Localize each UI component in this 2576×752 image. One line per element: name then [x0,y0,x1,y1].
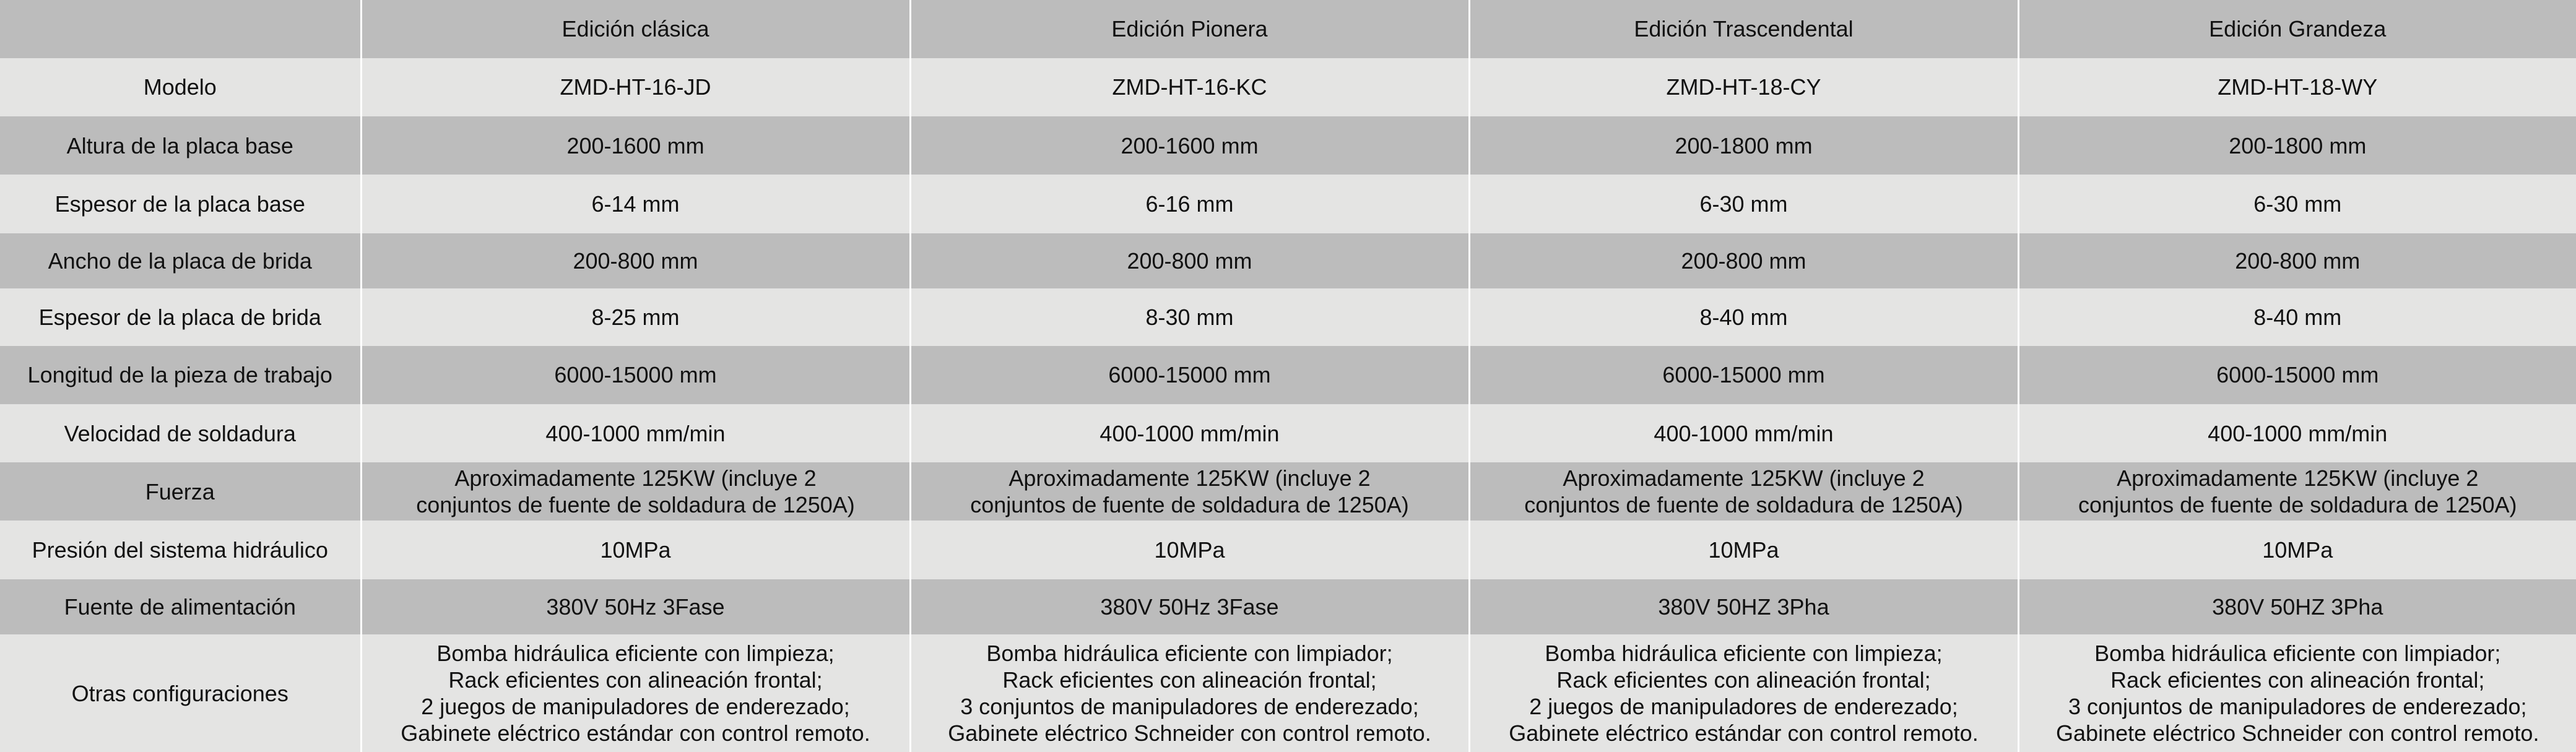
table-row-velocidad-soldadura [0,404,2576,463]
table-cell: 6-14 mm [361,175,910,233]
header-row [0,0,2576,58]
table-cell: 380V 50Hz 3Fase [361,579,910,635]
table-cell: ZMD-HT-18-WY [2018,58,2576,117]
table-cell: 6000-15000 mm [2018,346,2576,404]
table-cell [2018,462,2576,521]
table-row-fuente-alimentacion [0,579,2576,635]
table-cell: ZMD-HT-18-CY [1469,58,2018,117]
row-label: Velocidad de soldadura [0,404,361,463]
row-label: Longitud de la pieza de trabajo [0,346,361,404]
cell-line: Bomba hidráulica eficiente con limpiador; [2094,640,2501,666]
row-label: Otras configuraciones [0,634,361,752]
table-row-modelo [0,58,2576,117]
table-cell [361,634,910,752]
cell-line: Bomba hidráulica eficiente con limpiador; [986,640,1393,666]
row-label: Espesor de la placa base [0,175,361,233]
table-row-espesor-placa-brida [0,288,2576,346]
table-cell: 200-800 mm [361,233,910,289]
table-cell: 400-1000 mm/min [1469,404,2018,463]
table-cell [910,634,1469,752]
table-cell [361,462,910,521]
row-label: Ancho de la placa de brida [0,233,361,289]
cell-line: Gabinete eléctrico Schneider con control remoto. [2056,720,2539,746]
row-label: Presión del sistema hidráulico [0,521,361,579]
header-edition-grandeza: Edición Grandeza [2018,0,2576,58]
table-cell [1469,462,2018,521]
table-cell: 380V 50Hz 3Fase [910,579,1469,635]
table-cell: 10MPa [2018,521,2576,579]
header-corner-cell [0,0,361,58]
cell-line: Rack eficientes con alineación frontal; [1002,667,1377,693]
cell-line: Gabinete eléctrico estándar con control remoto. [1509,720,1979,746]
table-cell: 8-30 mm [910,288,1469,346]
table-cell: 6000-15000 mm [361,346,910,404]
row-label: Espesor de la placa de brida [0,288,361,346]
table-cell: 6000-15000 mm [1469,346,2018,404]
cell-line: Aproximadamente 125KW (incluye 2 [1563,465,1925,491]
table-cell: 10MPa [361,521,910,579]
table-cell: 8-25 mm [361,288,910,346]
cell-line: 3 conjuntos de manipuladores de enderezado; [2068,694,2527,720]
table-cell: 6000-15000 mm [910,346,1469,404]
cell-line: Rack eficientes con alineación frontal; [448,667,823,693]
cell-line: 2 juegos de manipuladores de enderezado; [1529,694,1958,720]
table-cell: 200-1800 mm [1469,116,2018,175]
cell-line: 2 juegos de manipuladores de enderezado; [421,694,850,720]
cell-line: Rack eficientes con alineación frontal; [2110,667,2485,693]
table-row-ancho-placa-brida [0,233,2576,289]
cell-line: Aproximadamente 125KW (incluye 2 [1008,465,1371,491]
table-cell: 400-1000 mm/min [2018,404,2576,463]
table-row-longitud-pieza [0,346,2576,404]
table-cell [910,462,1469,521]
table-cell [1469,634,2018,752]
cell-line: conjuntos de fuente de soldadura de 1250A) [416,492,855,518]
cell-line: Aproximadamente 125KW (incluye 2 [454,465,817,491]
cell-line: Rack eficientes con alineación frontal; [1556,667,1931,693]
header-edition-clasica: Edición clásica [361,0,910,58]
table-row-fuerza [0,462,2576,521]
table-cell: 200-1600 mm [361,116,910,175]
table-row-espesor-placa-base [0,175,2576,233]
cell-line: Gabinete eléctrico estándar con control remoto. [401,720,870,746]
table-row-presion-hidraulica [0,521,2576,579]
table-cell: 200-800 mm [1469,233,2018,289]
table-cell: 400-1000 mm/min [910,404,1469,463]
table-row-altura-placa-base [0,116,2576,175]
table-cell: 8-40 mm [2018,288,2576,346]
cell-line: Bomba hidráulica eficiente con limpieza; [1545,640,1943,666]
cell-line: conjuntos de fuente de soldadura de 1250A) [2078,492,2517,518]
cell-line: Gabinete eléctrico Schneider con control remoto. [948,720,1431,746]
table-cell: 10MPa [1469,521,2018,579]
table-cell: 6-30 mm [1469,175,2018,233]
row-label: Altura de la placa base [0,116,361,175]
table-cell: 6-30 mm [2018,175,2576,233]
table-cell [2018,634,2576,752]
row-label: Fuente de alimentación [0,579,361,635]
row-label: Fuerza [0,462,361,521]
table-cell: 200-1600 mm [910,116,1469,175]
table-cell: ZMD-HT-16-JD [361,58,910,117]
table-cell: 200-1800 mm [2018,116,2576,175]
cell-line: conjuntos de fuente de soldadura de 1250A) [1524,492,1963,518]
cell-line: conjuntos de fuente de soldadura de 1250A) [970,492,1409,518]
table-cell: 8-40 mm [1469,288,2018,346]
row-label: Modelo [0,58,361,117]
header-edition-pionera: Edición Pionera [910,0,1469,58]
table-cell: 400-1000 mm/min [361,404,910,463]
table-cell: 200-800 mm [910,233,1469,289]
table-row-otras-configuraciones [0,634,2576,752]
table-cell: 380V 50HZ 3Pha [2018,579,2576,635]
table-cell: 200-800 mm [2018,233,2576,289]
header-edition-trascendental: Edición Trascendental [1469,0,2018,58]
table-cell: 380V 50HZ 3Pha [1469,579,2018,635]
cell-line: 3 conjuntos de manipuladores de enderezado; [960,694,1419,720]
cell-line: Bomba hidráulica eficiente con limpieza; [436,640,835,666]
cell-line: Aproximadamente 125KW (incluye 2 [2117,465,2479,491]
table-cell: 6-16 mm [910,175,1469,233]
table-cell: 10MPa [910,521,1469,579]
table-cell: ZMD-HT-16-KC [910,58,1469,117]
